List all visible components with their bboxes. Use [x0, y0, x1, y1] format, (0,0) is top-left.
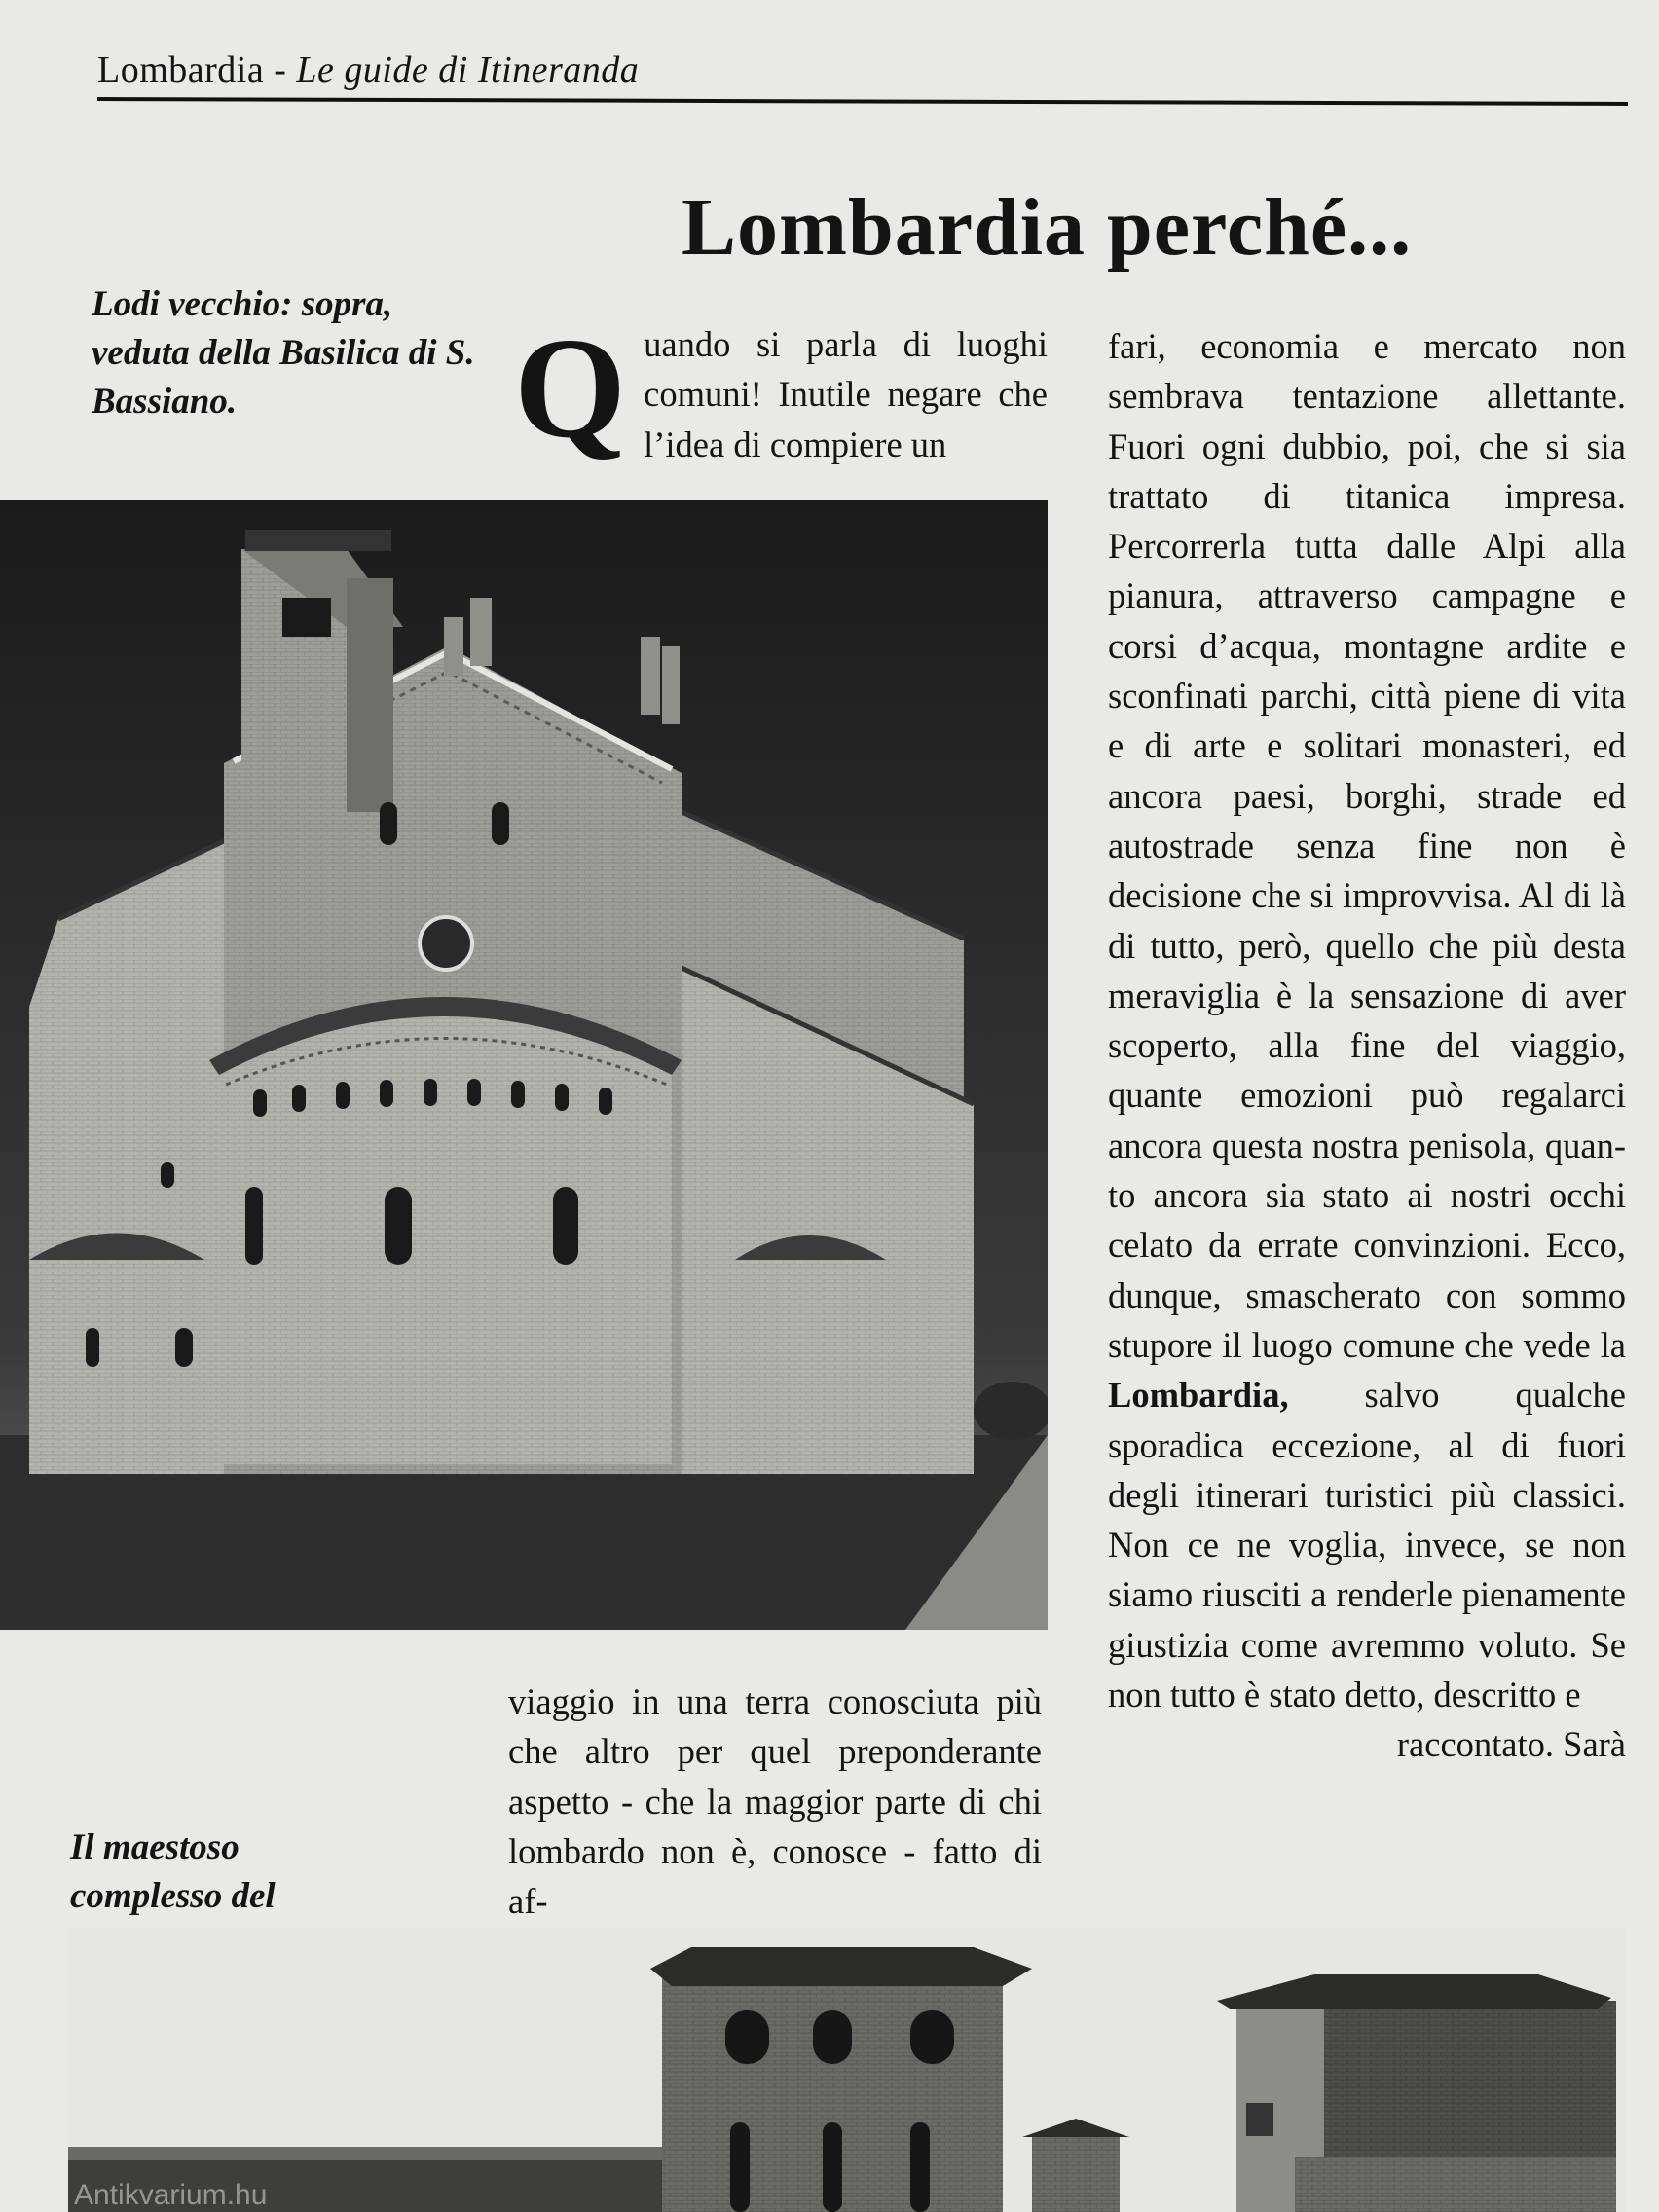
article-column-1-bottom [508, 1677, 1042, 1926]
article-column-2 [1108, 321, 1626, 1770]
header-separator: - [274, 50, 287, 91]
watermark: Antikvarium.hu [74, 2179, 268, 2211]
running-header [97, 49, 639, 92]
caption-castello: Il maestoso complesso del [70, 1827, 276, 1916]
drop-cap: Q [514, 309, 627, 468]
header-rule [97, 97, 1628, 106]
article-text-col2 [1108, 321, 1626, 1719]
castello-illustration [68, 1928, 1626, 2212]
col2-text-last-line: raccontato. Sarà [1396, 1724, 1626, 1765]
basilica-photo [0, 500, 1048, 1630]
header-series: Le guide di Itineranda [296, 50, 640, 91]
caption-basilica: Lodi vecchio: sopra, veduta della Basilica di S. Bassiano. [92, 284, 475, 422]
page-title: Lombardia perché... [682, 182, 1413, 273]
article-text-intro: uando si parla di luoghi comuni! Inutile negare che l’idea di compiere un [644, 324, 1048, 464]
basilica-illustration [0, 500, 1048, 1630]
header-region: Lombardia [97, 50, 265, 91]
col2-text-before: fari, economia e mercato non sembrava tentazione allettante. Fuori ogni dubbio, poi, che si sia trattato di titanica impresa. Percorrerla tutta dalle Alpi alla pianura, attraverso campagne e corsi d’acqua, montagne ardite e sconfinati parchi, città piene di vita e di arte e solitari monasteri, ed ancora paesi, borghi, strade ed autostrade senza fine non è decisione che si improvvisa. Al di là di tutto, però, quello che più desta meraviglia è la sensazione di aver scoperto, alla fine del viaggio, quante emozioni può regalarci ancora questa nostra penisola, quanto ancora sia stato ai nostri occhi celato da errate convinzioni. Ecco, dunque, smascherato con sommo stupore il luogo comune che vede la [1108, 326, 1626, 1365]
article-column-1-top [514, 309, 1048, 469]
col2-text-after: salvo qualche sporadica eccezione, al di fuori degli itinerari turistici più classici. Non ce ne voglia, invece, se non siamo riusciti a renderle pienamente giustizia come avremmo voluto. Se non tutto è stato detto, descritto e [1108, 1375, 1626, 1715]
castello-photo [68, 1928, 1626, 2212]
article-text-col1-bottom: viaggio in una terra conosciuta più che altro per quel preponderante aspetto - che la maggior parte di chi lombardo non è, conosce - fatto di af- [508, 1681, 1042, 1922]
col2-bold-lombardia: Lombardia, [1108, 1375, 1289, 1416]
